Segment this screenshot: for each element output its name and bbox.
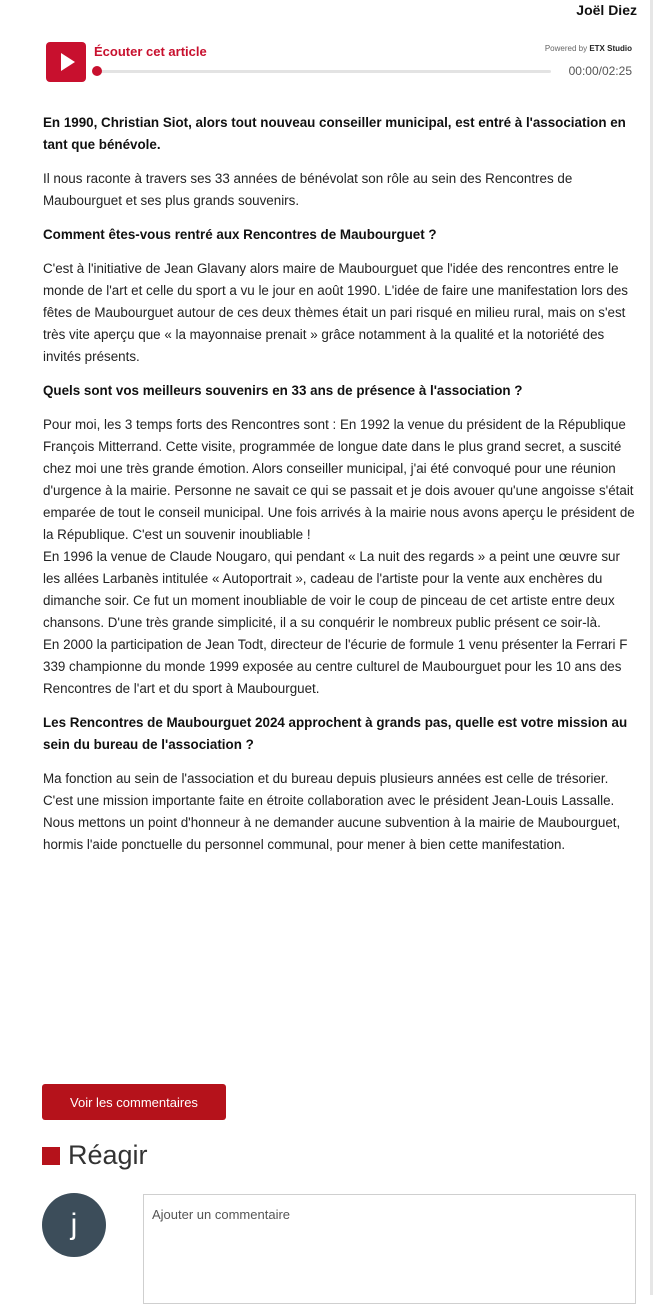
comment-input[interactable] [143, 1194, 636, 1304]
view-comments-button[interactable]: Voir les commentaires [42, 1084, 226, 1120]
answer-2-part-2: En 1996 la venue de Claude Nougaro, qui pendant « La nuit des regards » a peint une œuvre sur les allées Larbanès intitulée « Autoportrait », cadeau de l'artiste pour la vente aux enchères du dimanche soir. Ce fut un moment inoubliable de voir le coup de pinceau de cet artiste entre deux chansons. D'une très grande simplicité, il a su conquérir le nombreux public présent ce soir-là. [43, 549, 620, 630]
progress-track[interactable] [98, 70, 551, 73]
answer-2-part-1: Pour moi, les 3 temps forts des Rencontres sont : En 1992 la venue du président de la République François Mitterrand. Cette visite, programmée de longue date dans le plus grand secret, a suscité chez moi une très grande émotion. Alors conseiller municipal, j'ai été convoqué pour une réunion d'urgence à la mairie. Personne ne savait ce qui se passait et je dois avouer qu'une angoisse s'était emparée de tout le conseil municipal. Une fois arrivés à la mairie nous avons aperçu le président de la République. C'est un souvenir inoubliable ! [43, 417, 635, 542]
listen-label[interactable]: Écouter cet article [94, 44, 207, 59]
audio-player [46, 40, 634, 84]
answer-3: Ma fonction au sein de l'association et du bureau depuis plusieurs années est celle de trésorier. C'est une mission importante faite en étroite collaboration avec le président Jean-Louis Lassalle. Nous mettons un point d'honneur à ne demander aucune subvention à la mairie de Maubourguet, hormis l'aide ponctuelle du personnel communal, pour mener à bien cette manifestation. [43, 771, 621, 852]
question-2: Quels sont vos meilleurs souvenirs en 33 ans de présence à l'association ? [43, 383, 523, 398]
react-heading [42, 1140, 148, 1171]
answer-2-part-3: En 2000 la participation de Jean Todt, directeur de l'écurie de formule 1 venu présenter la Ferrari F 339 championne du monde 1999 exposée au centre culturel de Maubourguet pour les 10 ans des Rencontres de l'art et du sport à Maubourguet. [43, 637, 628, 696]
progress-knob[interactable] [92, 66, 102, 76]
time-display: 00:00/02:25 [568, 64, 632, 78]
answer-2 [43, 414, 637, 700]
powered-prefix: Powered by [544, 44, 588, 53]
powered-by [545, 44, 632, 53]
react-square-icon [42, 1147, 60, 1165]
question-1: Comment êtes-vous rentré aux Rencontres de Maubourguet ? [43, 227, 437, 242]
play-button[interactable] [46, 42, 86, 82]
answer-1: C'est à l'initiative de Jean Glavany alors maire de Maubourguet que l'idée des rencontres entre le monde de l'art et celle du sport a vu le jour en août 1990. L'idée de faire une manifestation lors des fêtes de Maubourguet autour de ces deux thèmes était un pari risqué en milieu rural, mais on s'est très vite aperçu que « la mayonnaise prenait » grâce notamment à la qualité et la notoriété des invités présents. [43, 261, 628, 364]
article-lead: En 1990, Christian Siot, alors tout nouveau conseiller municipal, est entré à l'association en tant que bénévole. [43, 115, 626, 152]
author-name: Joël Diez [576, 2, 637, 18]
article-intro: Il nous raconte à travers ses 33 années de bénévolat son rôle au sein des Rencontres de Maubourguet et ses plus grands souvenirs. [43, 171, 573, 208]
powered-brand: ETX Studio [589, 44, 632, 53]
question-3: Les Rencontres de Maubourguet 2024 approchent à grands pas, quelle est votre mission au sein du bureau de l'association ? [43, 715, 628, 752]
react-title: Réagir [68, 1140, 148, 1170]
avatar: j [42, 1193, 106, 1257]
article-body [43, 112, 637, 868]
